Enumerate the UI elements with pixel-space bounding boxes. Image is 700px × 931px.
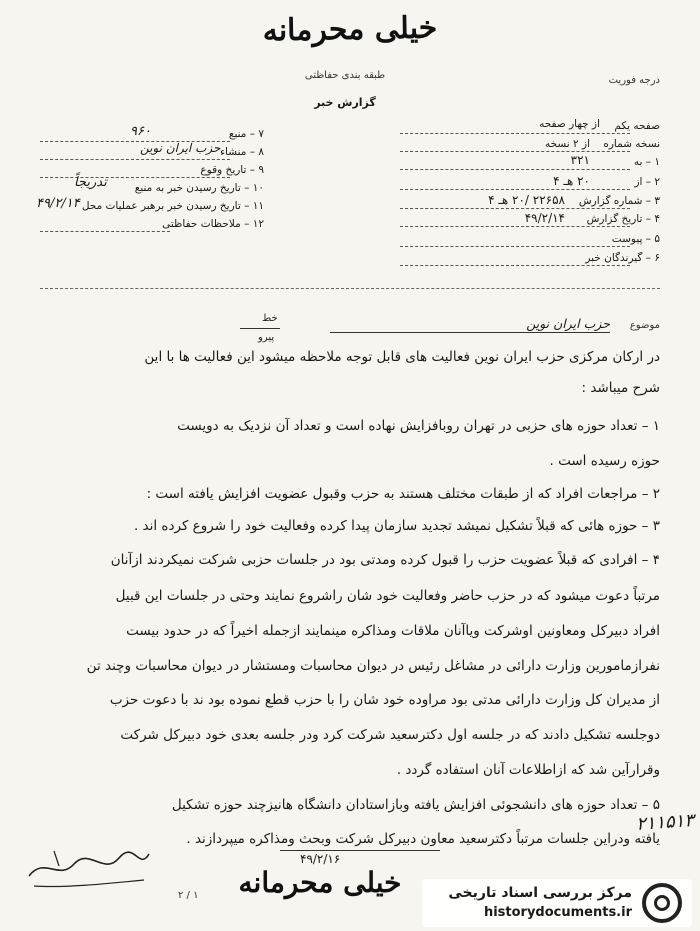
field-report-date-value: ۴۹/۲/۱۴ <box>524 211 565 225</box>
classification-subtitle: طبقه بندی حفاظتی <box>304 70 386 81</box>
watermark-title: مرکز بررسی اسناد تاریخی <box>448 885 632 901</box>
body-line: حوزه رسیده است . <box>549 453 660 469</box>
field-to-label: ۱ – به <box>633 156 660 168</box>
classification-bottom: خیلی محرمانه <box>238 866 402 899</box>
watermark-url: historydocuments.ir <box>483 905 632 920</box>
field-page-label: صفحه یکم <box>614 120 660 132</box>
body-line: وقرارآین شد که ازاطلاعات آنان استفاده گردد . <box>396 762 660 778</box>
body-line: مرتباً دعوت میشود که در حزب حاضر وفعالیت خود شان راشروع نمایند وحتی در جلسات این قبیل <box>115 588 660 604</box>
body-line: دوجلسه تشکیل دادند که در جلسه اول دکترسعید شرکت کرد ودر جلسه بعدی خود دبیرکل شرکت <box>120 727 660 743</box>
body-line: افراد دبیرکل ومعاونین اوشرکت ویاآنان ملاقات ومذاکره مینمایند ازجمله اخیراً که در حدود بیست <box>126 623 660 639</box>
field-occurrence-date-label: ۹ – تاریخ وقوع <box>200 164 264 176</box>
margin-note-1: خط <box>262 313 278 324</box>
side-number-stamp: ۲۱۱۵۱۳ <box>635 810 695 835</box>
margin-note-2: پیرو <box>258 332 275 343</box>
body-line: ۴ – افرادی که قبلاً عضویت حزب را قبول کرده ومدتی بود در جلسات حزبی شرکت نمیکردند ازآنان <box>110 552 660 568</box>
field-origin-value: حزب ایران نوین <box>140 141 221 155</box>
body-line: شرح میباشد : <box>581 380 660 396</box>
field-from-label: ۲ – از <box>634 176 660 188</box>
field-source-label: ۷ – منبع <box>228 128 264 140</box>
field-page-value: از چهار صفحه <box>539 118 600 130</box>
body-line: یافته ودراین جلسات مرتباً دکترسعید معاون دبیرکل شرکت وبحث ومذاکره میپردازند . <box>186 831 660 847</box>
archive-logo-icon <box>642 883 682 923</box>
field-source-value: ۹۶۰ <box>130 124 151 139</box>
classification-top: خیلی محرمانه <box>262 10 438 49</box>
priority-label: درجه فوریت <box>608 75 660 86</box>
field-ops-received-value: ۴۹/۲/۱۴ <box>36 196 80 211</box>
field-source-received-value: تدریجاً <box>74 175 107 190</box>
body-line: ۳ – حوزه هائی که قبلاً تشکیل نمیشد تجدید سازمان پیدا کرده وفعالیت خود را شروع کرده اند . <box>133 518 660 534</box>
body-line: در ارکان مرکزی حزب ایران نوین فعالیت های قابل توجه ملاحظه میشود این فعالیت ها با این <box>144 349 660 365</box>
field-report-number-value: ۲۲۶۵۸ /۲۰ هـ ۴ <box>488 193 565 207</box>
date-stamp: ۴۹/۲/۱۶ <box>300 852 341 866</box>
archive-watermark <box>422 879 692 927</box>
field-report-date-label: ۴ – تاریخ گزارش <box>586 213 660 225</box>
field-from-value: ۲۰ هـ ۴ <box>553 174 590 188</box>
field-security-notes-label: ۱۲ – ملاحظات حفاظتی <box>162 218 264 230</box>
report-title: گزارش خبر <box>314 96 376 109</box>
field-copy-label: نسخه شماره <box>603 138 660 150</box>
body-line: ۲ – مراجعات افراد که از طبقات مختلف هستند به حزب وقبول عضویت افزایش یافته است : <box>146 486 660 502</box>
body-line: نفرازمامورین وزارت دارائی در مشاغل رئیس در دیوان محاسبات ومستشار در دیوان محاسبات وچند تن <box>86 658 660 674</box>
field-attachment-label: ۵ – پیوست <box>611 233 660 245</box>
field-recipients-label: ۶ – گیرندگان خبر <box>585 252 660 264</box>
field-source-received-label: ۱۰ – تاریخ رسیدن خبر به منبع <box>134 182 264 194</box>
subject-label: موضوع <box>629 320 660 331</box>
field-report-number-label: ۳ – شماره گزارش <box>578 195 660 207</box>
signature <box>24 836 154 896</box>
field-to-value: ۳۲۱ <box>570 153 590 167</box>
subject-value: حزب ایران نوین <box>526 316 610 331</box>
body-line: ۱ – تعداد حوزه های حزبی در تهران روبافزایش نهاده است و تعداد آن نزدیک به دویست <box>177 418 660 434</box>
field-ops-received-label: ۱۱ – تاریخ رسیدن خبر برهبر عملیات محل <box>81 200 264 212</box>
body-line: ۵ – تعداد حوزه های دانشجوئی افزایش یافته وبازاستادان دانشگاه هانیزچند حوزه تشکیل <box>171 797 660 813</box>
field-copy-value: از ۲ نسخه <box>544 138 590 150</box>
field-origin-label: ۸ – منشاء <box>220 146 264 158</box>
page-marks: ۲ / ۱ <box>178 890 199 901</box>
body-line: از مدیران کل وزارت دارائی مدتی بود مراوده خود شان را با حزب قطع نموده بود ند با دعوت حزب <box>109 692 660 708</box>
